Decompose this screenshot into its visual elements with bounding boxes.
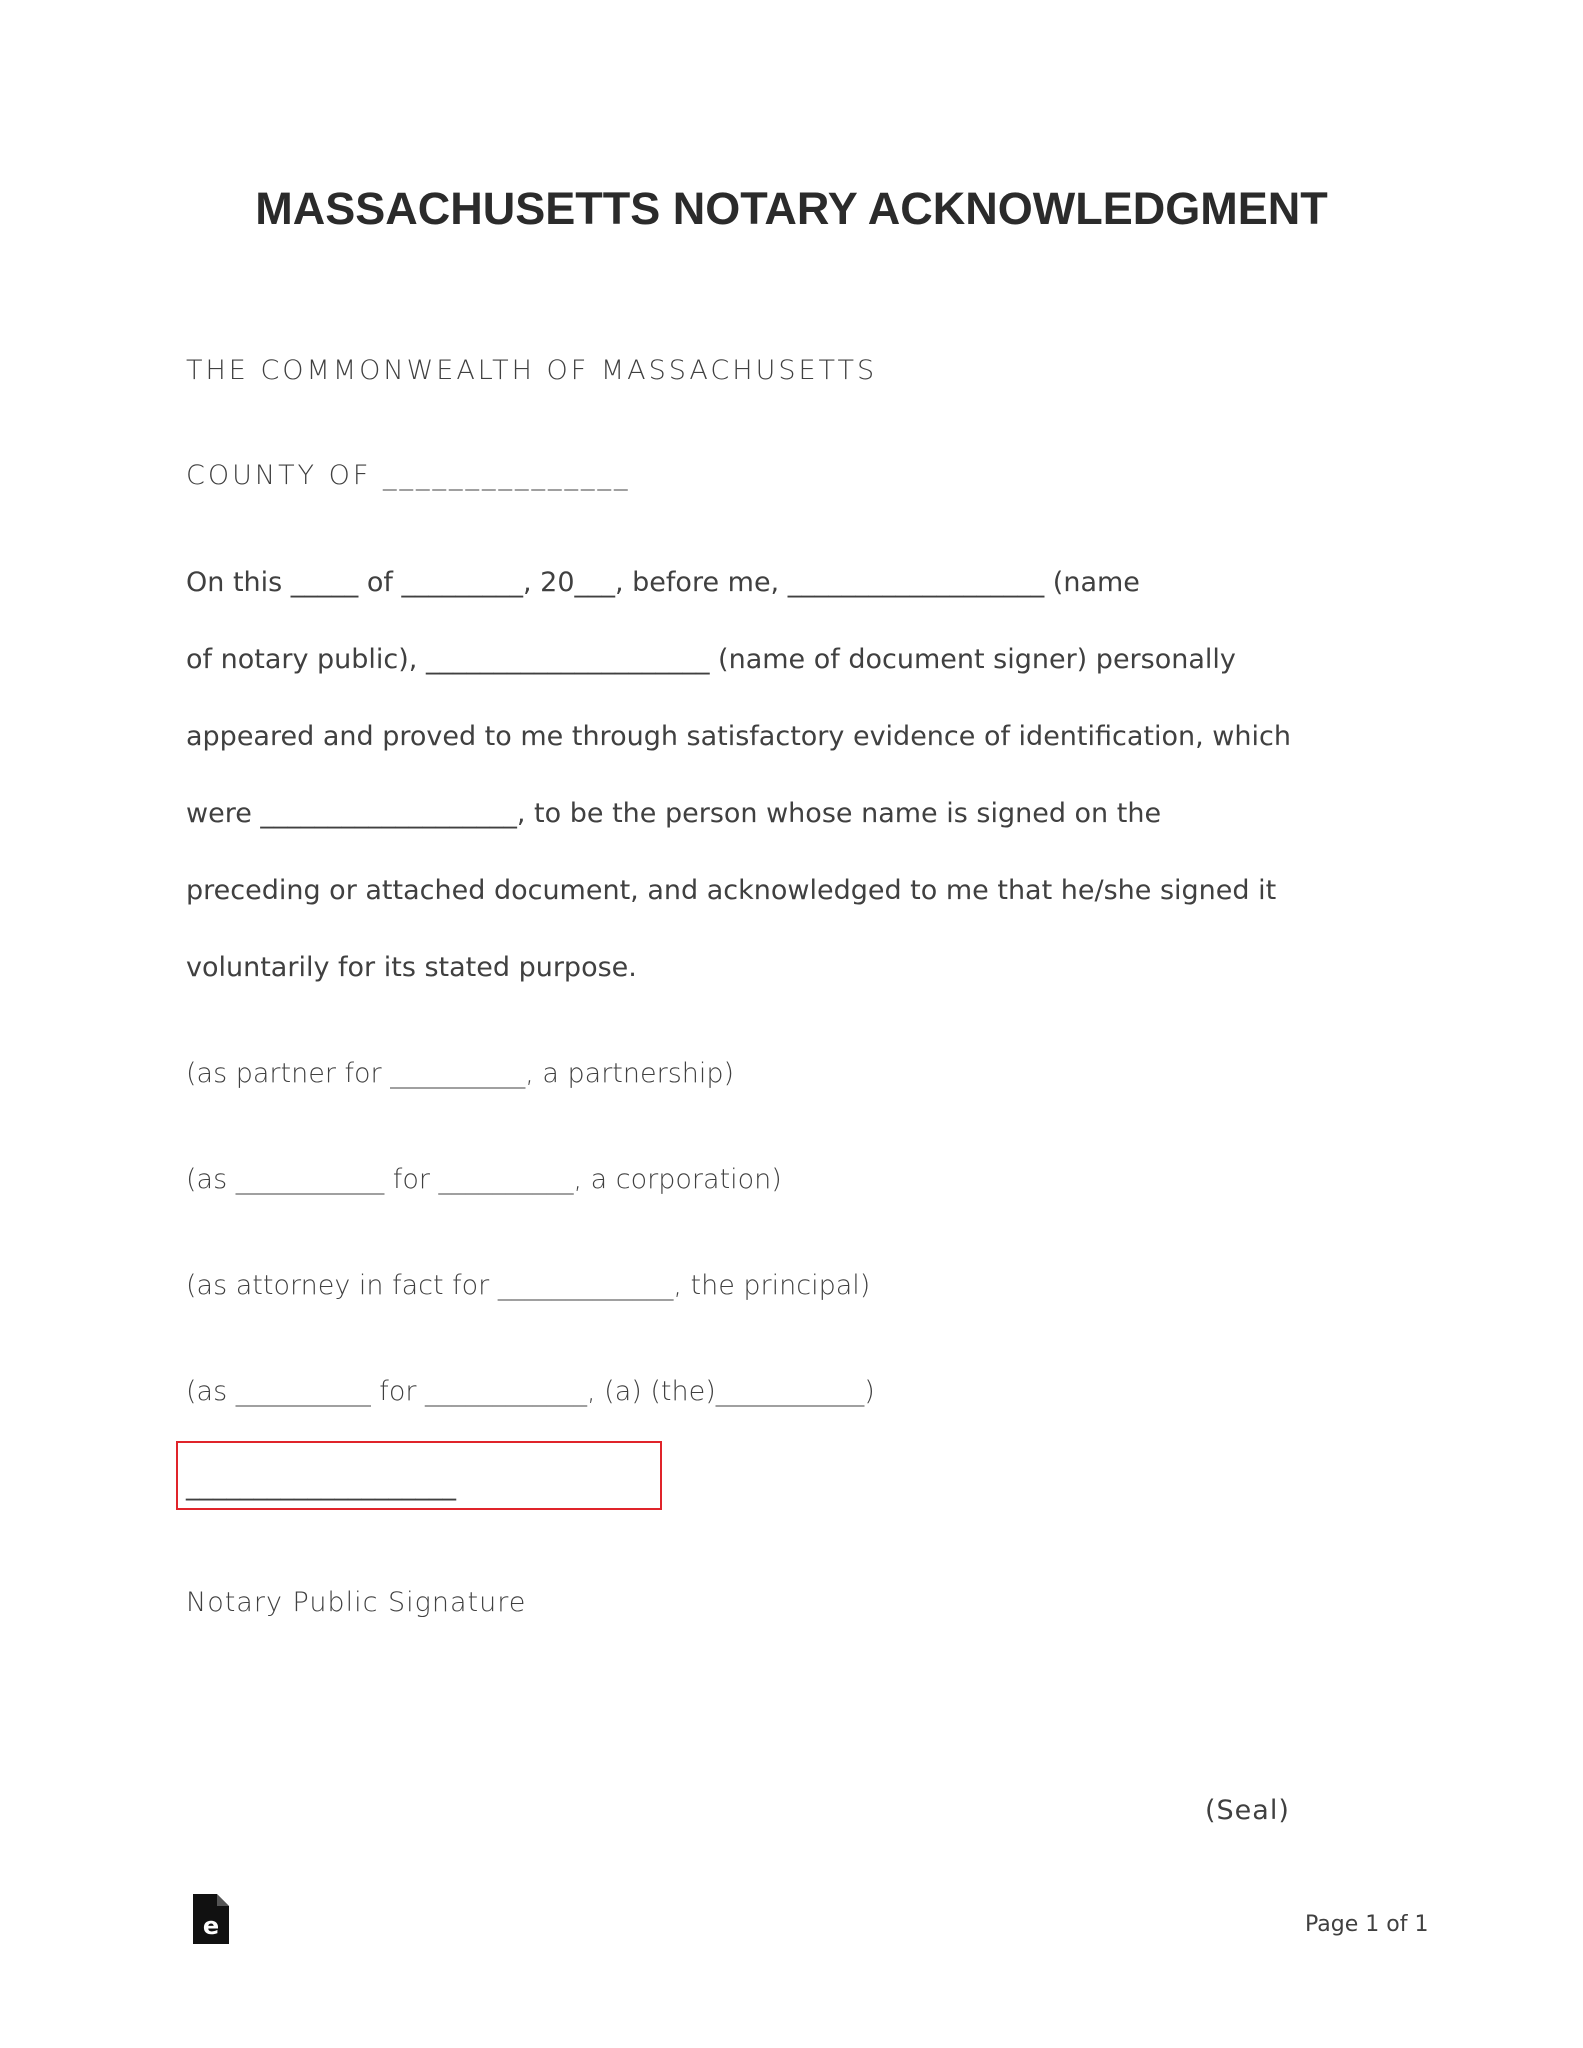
paragraph-line: of notary public), _____________________ (name of document signer) personally	[186, 644, 1236, 675]
seal-label: (Seal)	[1205, 1795, 1290, 1826]
signature-label: Notary Public Signature	[186, 1587, 527, 1618]
signature-line[interactable]: ____________________	[186, 1470, 456, 1501]
capacity-other-line: (as __________ for ____________, (a) (the)___________)	[186, 1376, 875, 1407]
paragraph-line: voluntarily for its stated purpose.	[186, 952, 637, 983]
svg-text:e: e	[202, 1912, 220, 1940]
paragraph-line: preceding or attached document, and acknowledged to me that he/she signed it	[186, 875, 1277, 906]
capacity-attorney-line: (as attorney in fact for _____________, the principal)	[186, 1270, 871, 1301]
paragraph-line: were ___________________, to be the person whose name is signed on the	[186, 798, 1162, 829]
paragraph-line: On this _____ of _________, 20___, before me, ___________________ (name	[186, 567, 1140, 598]
acknowledgment-paragraph	[186, 558, 1396, 1020]
capacity-corporation-line: (as ___________ for __________, a corporation)	[186, 1164, 782, 1195]
document-title: MASSACHUSETTS NOTARY ACKNOWLEDGMENT	[255, 183, 1328, 234]
paragraph-line: appeared and proved to me through satisfactory evidence of identification, which	[186, 721, 1291, 752]
county-field: COUNTY OF _______________	[186, 460, 631, 491]
capacity-partner-line: (as partner for __________, a partnership)	[186, 1058, 735, 1089]
commonwealth-heading: THE COMMONWEALTH OF MASSACHUSETTS	[186, 355, 878, 386]
eforms-logo-icon	[193, 1894, 229, 1944]
page-number: Page 1 of 1	[1305, 1912, 1429, 1937]
